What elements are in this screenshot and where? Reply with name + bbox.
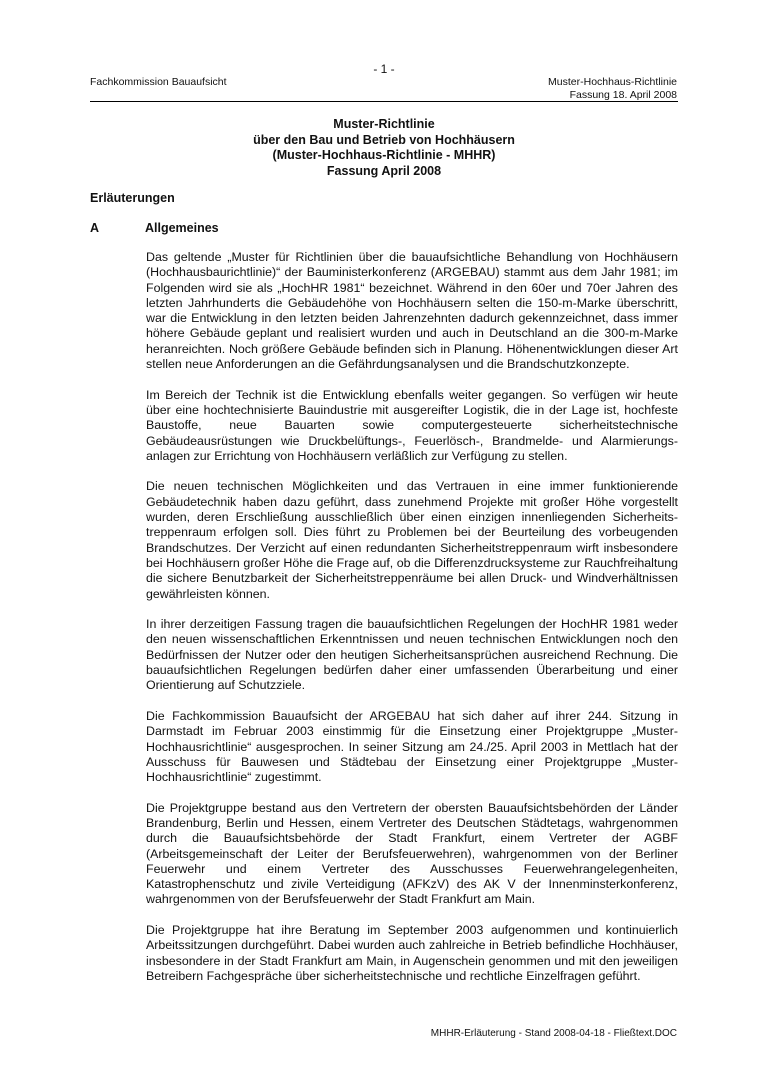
paragraph: Die Projektgruppe bestand aus den Vertretern der obersten Bauaufsichtsbehörden der Länder Brandenburg, Berlin und Hessen, einem Vertreter des Deutschen Städtetags, wahrgenommen durch die Bauaufsichtsbehörde der Stadt Frankfurt, einem Vertreter der AGBF (Arbeitsgemeinschaft der Leiter der Berufsfeuerwehren), wahrgenommen von der Berliner Feuerwehr und einem Vertreter des Ausschusses Feuerwehrangelegenheiten, Katastrophenschutz und zivile Verteidigung (AFKzV) des AK V der Innenminsterkonferenz, wahrgenommen von der Berufsfeuerwehr der Stadt Frankfurt am Main. [146, 800, 678, 907]
page-number: - 1 - [373, 62, 395, 76]
header-document-info [548, 76, 677, 102]
header-divider [90, 101, 678, 102]
page-footer: MHHR-Erläuterung - Stand 2008-04-18 - Fließtext.DOC [430, 1028, 677, 1039]
body-text [146, 250, 678, 1000]
paragraph: Das geltende „Muster für Richtlinien über die bauaufsichtliche Behandlung von Hochhäusern (Hochhausbaurichtlinie)“ der Bauministerkonferenz (ARGEBAU) stammt aus dem Jahr 1981; im Folgenden wird sie als „HochHR 1981“ bezeichnet. Während in den 60er und 70er Jahren des letzten Jahrhunderts die Gebäudehöhe von Hochhäusern selten die 150-m-Marke überschritt, war die Entwicklung in den letzten beiden Jahrenzehnten dadurch gekennzeichnet, dass immer höhere Gebäude geplant und realisiert wurden und auch in Deutschland an die 300-m-Marke heranreichten. Noch größere Gebäude befinden sich in Planung. Höhenentwicklungen dieser Art stellen neue Anforderungen an die Gefährdungsanalysen und die Brandschutzkonzepte. [146, 250, 678, 372]
section-heading: Erläuterungen [90, 191, 175, 205]
paragraph: Die Fachkommission Bauaufsicht der ARGEBAU hat sich daher auf ihrer 244. Sitzung in Darmstadt im Februar 2003 einstimmig für die Einsetzung einer Projektgruppe „Muster-Hochhausrichtlinie“ ausgesprochen. In seiner Sitzung am 24./25. April 2003 in Mettlach hat der Ausschuss für Bauwesen und Städtebau der Einsetzung einer Projektgruppe „Muster-Hochhausrichtlinie“ zugestimmt. [146, 708, 678, 785]
document-title [90, 117, 678, 179]
title-line-2: über den Bau und Betrieb von Hochhäusern [253, 132, 515, 147]
header-organization: Fachkommission Bauaufsicht [90, 76, 227, 88]
subsection-letter: A [90, 221, 100, 235]
title-line-1: Muster-Richtlinie [333, 117, 435, 131]
paragraph: Im Bereich der Technik ist die Entwicklung ebenfalls weiter gegangen. So verfügen wir heute über eine hochtechnisierte Bauindustrie mit ausgereifter Logistik, die in der Lage ist, hochfeste Baustoffe, neue Bauarten sowie computergesteuerte sicherheitstechnische Gebäudeausrüstungen wie Druckbelüftungs-, Feuerlösch-, Brandmelde- und Alarmierungsanlagen zur Errichtung von Hochhäusern verläßlich zur Verfügung zu stellen. [146, 387, 678, 463]
subsection-title: Allgemeines [145, 221, 219, 235]
paragraph: Die Projektgruppe hat ihre Beratung im September 2003 aufgenommen und kontinuierlich Arbeitssitzungen durchgeführt. Dabei wurden auch zahlreiche in Betrieb befindliche Hochhäuser, insbesondere in der Stadt Frankfurt am Main, in Augenschein genommen und mit den jeweiligen Betreibern Fachgespräche über sicherheitstechnische und rechtliche Einzelfragen geführt. [146, 923, 678, 983]
header-document-title: Muster-Hochhaus-Richtlinie [548, 76, 677, 88]
title-line-3: (Muster-Hochhaus-Richtlinie - MHHR) [272, 148, 496, 162]
subsection-heading [90, 221, 219, 235]
title-line-4: Fassung April 2008 [326, 163, 442, 178]
header-document-version: Fassung 18. April 2008 [569, 89, 677, 101]
paragraph: Die neuen technischen Möglichkeiten und das Vertrauen in eine immer funktionierende Gebäudetechnik haben dazu geführt, dass zunehmend Projekte mit großer Höhe vorgestellt wurden, deren Erschließung ausschließlich über einen einzigen innenliegenden Sicherheitstreppenraum erfolgen soll. Dies führt zu Problemen bei der Beurteilung des vorbeugenden Brandschutzes. Der Verzicht auf einen redundanten Sicherheitstreppenraum wirft insbesondere bei Hochhäusern großer Höhe die Frage auf, ob die Differenzdrucksysteme zur Rauchfreihaltung die sichere Benutzbarkeit der Sicherheitstreppenräume bei allen Druck- und Windverhältnissen gewährleisten können. [146, 479, 678, 601]
paragraph: In ihrer derzeitigen Fassung tragen die bauaufsichtlichen Regelungen der HochHR 1981 weder den neuen wissenschaftlichen Erkenntnissen und neuen technischen Entwicklungen noch den Bedürfnissen der Nutzer oder den heutigen Sicherheitsansprüchen ausreichend Rechnung. Die bauaufsichtlichen Regelungen bedürfen daher einer umfassenden Überarbeitung und einer Orientierung auf Schutzziele. [146, 617, 678, 693]
